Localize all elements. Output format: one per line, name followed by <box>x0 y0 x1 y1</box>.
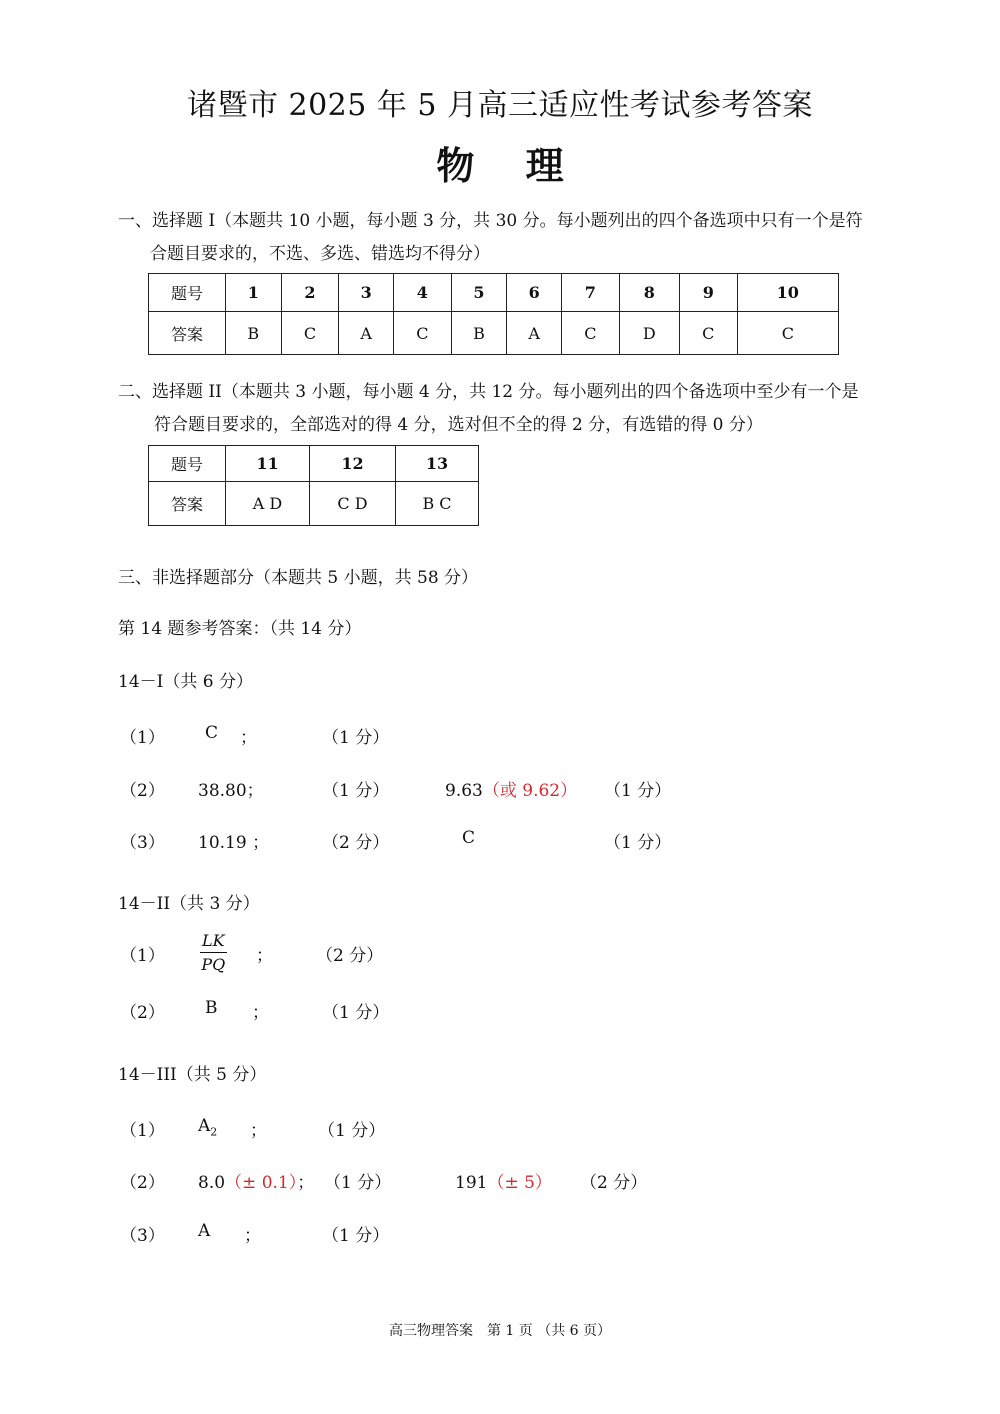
item-number: （2） <box>120 1003 165 1023</box>
answer-text: C <box>205 723 219 743</box>
answer-cell: B <box>451 312 507 355</box>
answer-cell: C <box>281 312 339 355</box>
answer-cell: C <box>394 312 452 355</box>
answer-with-tolerance <box>455 1168 552 1193</box>
score-text: （1 分） <box>604 781 672 801</box>
question-number: 5 <box>451 274 507 312</box>
item-number: （2） <box>120 1173 165 1193</box>
fraction-numerator: LK <box>200 931 227 953</box>
tolerance-text: （± 5） <box>487 1173 552 1193</box>
table-row <box>149 482 479 526</box>
question-number: 11 <box>226 446 310 482</box>
score-text: （1 分） <box>318 1121 386 1141</box>
table-row <box>149 274 839 312</box>
fraction-answer <box>200 931 227 974</box>
separator: ； <box>256 946 273 966</box>
answer-text: 9.63 <box>445 781 483 801</box>
section2-heading-line2: 符合题目要求的，全部选对的得 4 分，选对但不全的得 2 分，有选错的得 0 分） <box>154 415 763 435</box>
question-number: 1 <box>226 274 282 312</box>
section2-answer-table <box>148 445 479 526</box>
part3-heading: 14－III（共 5 分） <box>118 1065 267 1085</box>
section1-answer-table <box>148 273 839 355</box>
part2-heading: 14－II（共 3 分） <box>118 894 260 914</box>
score-text: （1 分） <box>324 1173 392 1193</box>
row-label-answer: 答案 <box>149 482 226 526</box>
answer-text: B <box>205 998 218 1018</box>
answer-text: 10.19 ； <box>198 833 270 853</box>
score-text: （1 分） <box>322 1226 390 1246</box>
question-number: 2 <box>281 274 339 312</box>
item-number: （3） <box>120 833 165 853</box>
question-number: 4 <box>394 274 452 312</box>
item-number: （1） <box>120 1121 165 1141</box>
answer-subscript: 2 <box>210 1125 218 1139</box>
fraction-denominator: PQ <box>201 955 226 974</box>
separator: ； <box>250 1121 267 1141</box>
answer-cell: A <box>507 312 562 355</box>
score-text: （1 分） <box>604 833 672 853</box>
answer-text: A <box>198 1221 211 1241</box>
answer-cell: C <box>562 312 620 355</box>
score-text: （1 分） <box>322 1003 390 1023</box>
question-number: 13 <box>395 446 478 482</box>
answer-cell: B C <box>395 482 478 526</box>
part1-heading: 14－I（共 6 分） <box>118 672 253 692</box>
question-number: 10 <box>737 274 838 312</box>
tolerance-text: （± 0.1） <box>225 1173 298 1193</box>
item-number: （2） <box>120 781 165 801</box>
score-text: （1 分） <box>322 728 390 748</box>
section1-heading-line2: 合题目要求的，不选、多选、错选均不得分） <box>150 244 490 264</box>
score-text: （2 分） <box>580 1173 648 1193</box>
page-title: 诸暨市 2025 年 5 月高三适应性考试参考答案 <box>186 88 814 123</box>
question-number: 9 <box>679 274 737 312</box>
item-number: （3） <box>120 1226 165 1246</box>
answer-text: 8.0 <box>198 1173 226 1193</box>
answer-cell: C <box>679 312 737 355</box>
answer-text-with-subscript <box>198 1116 217 1138</box>
separator: ； <box>297 1173 315 1193</box>
row-label-question: 题号 <box>149 446 226 482</box>
answer-text: 191 <box>455 1173 488 1193</box>
question-number: 7 <box>562 274 620 312</box>
separator: ； <box>252 1003 269 1023</box>
section3-heading: 三、非选择题部分（本题共 5 小题，共 58 分） <box>118 568 479 588</box>
answer-text: A <box>198 1116 211 1136</box>
question-number: 6 <box>507 274 562 312</box>
answer-cell: A D <box>226 482 310 526</box>
section2-heading-line1: 二、选择题 II（本题共 3 小题，每小题 4 分，共 12 分。每小题列出的四个备选项中至少有一个是 <box>118 382 859 402</box>
score-text: （1 分） <box>322 781 390 801</box>
row-label-answer: 答案 <box>149 312 226 355</box>
question-number: 12 <box>310 446 396 482</box>
answer-cell: D <box>619 312 679 355</box>
answer-with-alternative <box>445 776 577 801</box>
answer-cell: A <box>339 312 394 355</box>
table-row <box>149 312 839 355</box>
score-text: （2 分） <box>316 946 384 966</box>
q14-heading: 第 14 题参考答案：（共 14 分） <box>118 619 362 639</box>
answer-cell: B <box>226 312 282 355</box>
separator: ； <box>240 728 257 748</box>
page-footer: 高三物理答案 第 1 页 （共 6 页） <box>388 1323 612 1339</box>
score-text: （2 分） <box>322 833 390 853</box>
separator: ； <box>244 1226 261 1246</box>
answer-text: 38.80； <box>198 781 264 801</box>
row-label-question: 题号 <box>149 274 226 312</box>
question-number: 3 <box>339 274 394 312</box>
answer-with-tolerance <box>198 1168 314 1193</box>
section1-heading-line1: 一、选择题 I（本题共 10 小题，每小题 3 分，共 30 分。每小题列出的四个备选项中只有一个是符 <box>118 211 863 231</box>
answer-text: C <box>462 828 476 848</box>
question-number: 8 <box>619 274 679 312</box>
answer-cell: C D <box>310 482 396 526</box>
answer-cell: C <box>737 312 838 355</box>
item-number: （1） <box>120 728 165 748</box>
table-row <box>149 446 479 482</box>
item-number: （1） <box>120 946 165 966</box>
subject-title: 物 理 <box>436 143 564 188</box>
fraction <box>200 931 227 974</box>
alternative-answer: （或 9.62） <box>482 781 578 801</box>
